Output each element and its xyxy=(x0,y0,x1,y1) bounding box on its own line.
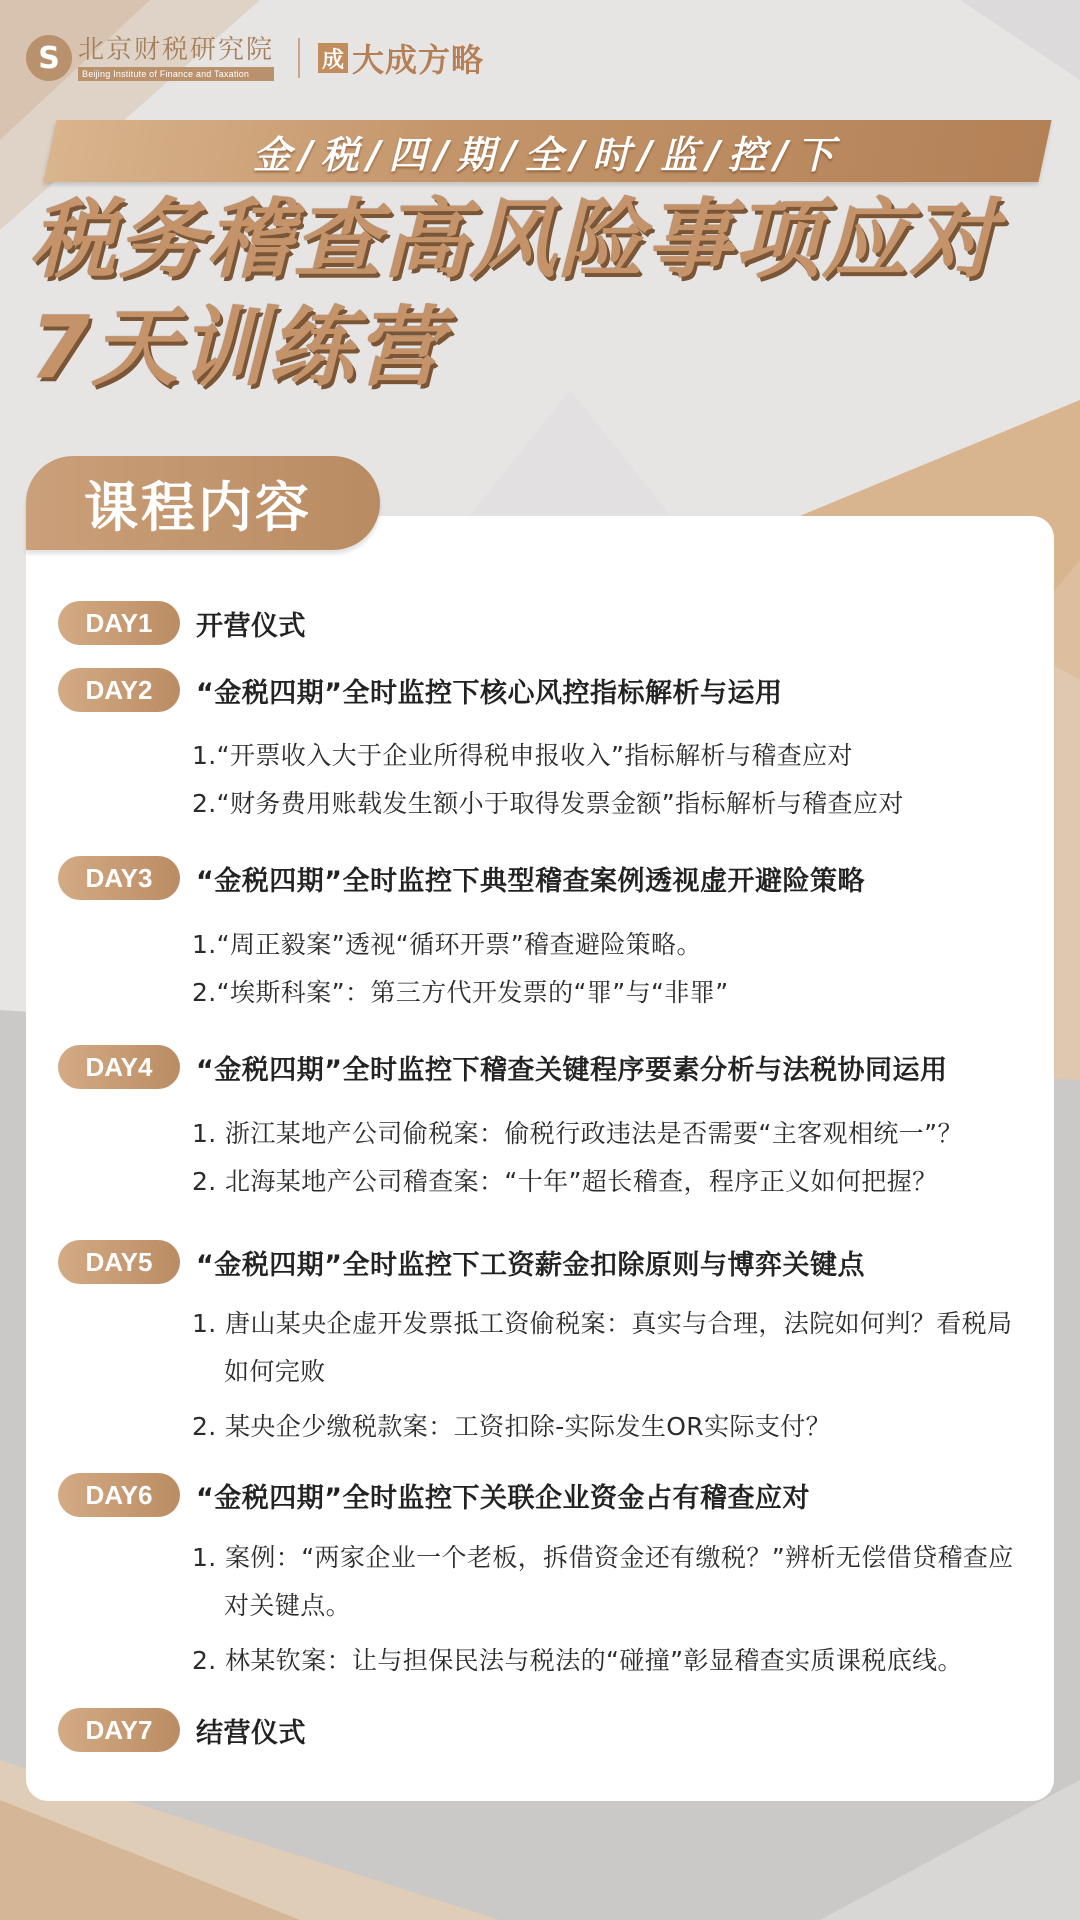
day-title: “金税四期”全时监控下稽查关键程序要素分析与法税协同运用 xyxy=(196,1054,948,1086)
list-item: 2.“埃斯科案”：第三方代开发票的“罪”与“非罪” xyxy=(192,978,729,1007)
list-item: 1.“开票收入大于企业所得税申报收入”指标解析与稽查应对 xyxy=(192,741,853,770)
partner-name: 大成方略 xyxy=(352,41,485,79)
day-title: “金税四期”全时监控下工资薪金扣除原则与博弈关键点 xyxy=(196,1249,865,1281)
list-item: 1. 浙江某地产公司偷税案：偷税行政违法是否需要“主客观相统一”？ xyxy=(192,1119,963,1148)
day-badge: DAY5 xyxy=(58,1240,180,1284)
day-title: 开营仪式 xyxy=(196,610,306,642)
org-name-en: Beijing Institute of Finance and Taxation xyxy=(78,67,274,81)
day-badge: DAY7 xyxy=(58,1708,180,1752)
list-item: 2. 北海某地产公司稽查案：“十年”超长稽查，程序正义如何把握？ xyxy=(192,1167,938,1196)
day-title: “金税四期”全时监控下核心风控指标解析与运用 xyxy=(196,677,783,709)
day-title: “金税四期”全时监控下典型稽查案例透视虚开避险策略 xyxy=(196,865,865,897)
page-title-line2: 7天训练营 xyxy=(30,298,444,398)
org-name-block xyxy=(78,35,274,81)
org-logo-icon: S xyxy=(26,35,72,81)
partner-logo-icon: 成 xyxy=(318,43,348,73)
day-badge: DAY3 xyxy=(58,856,180,900)
day-row xyxy=(58,601,306,645)
subtitle-text: 金/税/四/期/全/时/监/控/下 xyxy=(252,132,843,177)
list-item: 2.“财务费用账载发生额小于取得发票金额”指标解析与稽查应对 xyxy=(192,789,904,818)
day-title: “金税四期”全时监控下关联企业资金占有稽查应对 xyxy=(196,1482,810,1514)
list-item: 1. 案例：“两家企业一个老板，拆借资金还有缴税？”辨析无偿借贷稽查应对关键点。 xyxy=(192,1543,1014,1620)
brand-header xyxy=(26,28,484,88)
day-row xyxy=(58,1240,865,1284)
list-item: 1.“周正毅案”透视“循环开票”稽查避险策略。 xyxy=(192,930,702,959)
day-row xyxy=(58,856,865,900)
list-item: 2. 林某钦案：让与担保民法与税法的“碰撞”彰显稽查实质课税底线。 xyxy=(192,1646,963,1675)
list-item: 1. 唐山某央企虚开发票抵工资偷税案：真实与合理，法院如何判？看税局如何完败 xyxy=(192,1309,1013,1386)
section-tab: 课程内容 xyxy=(26,456,380,550)
day-badge: DAY6 xyxy=(58,1473,180,1517)
day-title: 结营仪式 xyxy=(196,1717,306,1749)
list-item: 2. 某央企少缴税款案：工资扣除-实际发生OR实际支付？ xyxy=(192,1412,832,1441)
day-row xyxy=(58,1473,810,1517)
day-badge: DAY2 xyxy=(58,668,180,712)
day-row xyxy=(58,1708,306,1752)
day-badge: DAY1 xyxy=(58,601,180,645)
day-badge: DAY4 xyxy=(58,1045,180,1089)
brand-divider xyxy=(298,38,300,78)
page-title-line1: 税务稽查高风险事项应对 xyxy=(30,190,998,290)
org-name-cn: 北京财税研究院 xyxy=(78,35,275,65)
day-row xyxy=(58,1045,948,1089)
day-row xyxy=(58,668,783,712)
